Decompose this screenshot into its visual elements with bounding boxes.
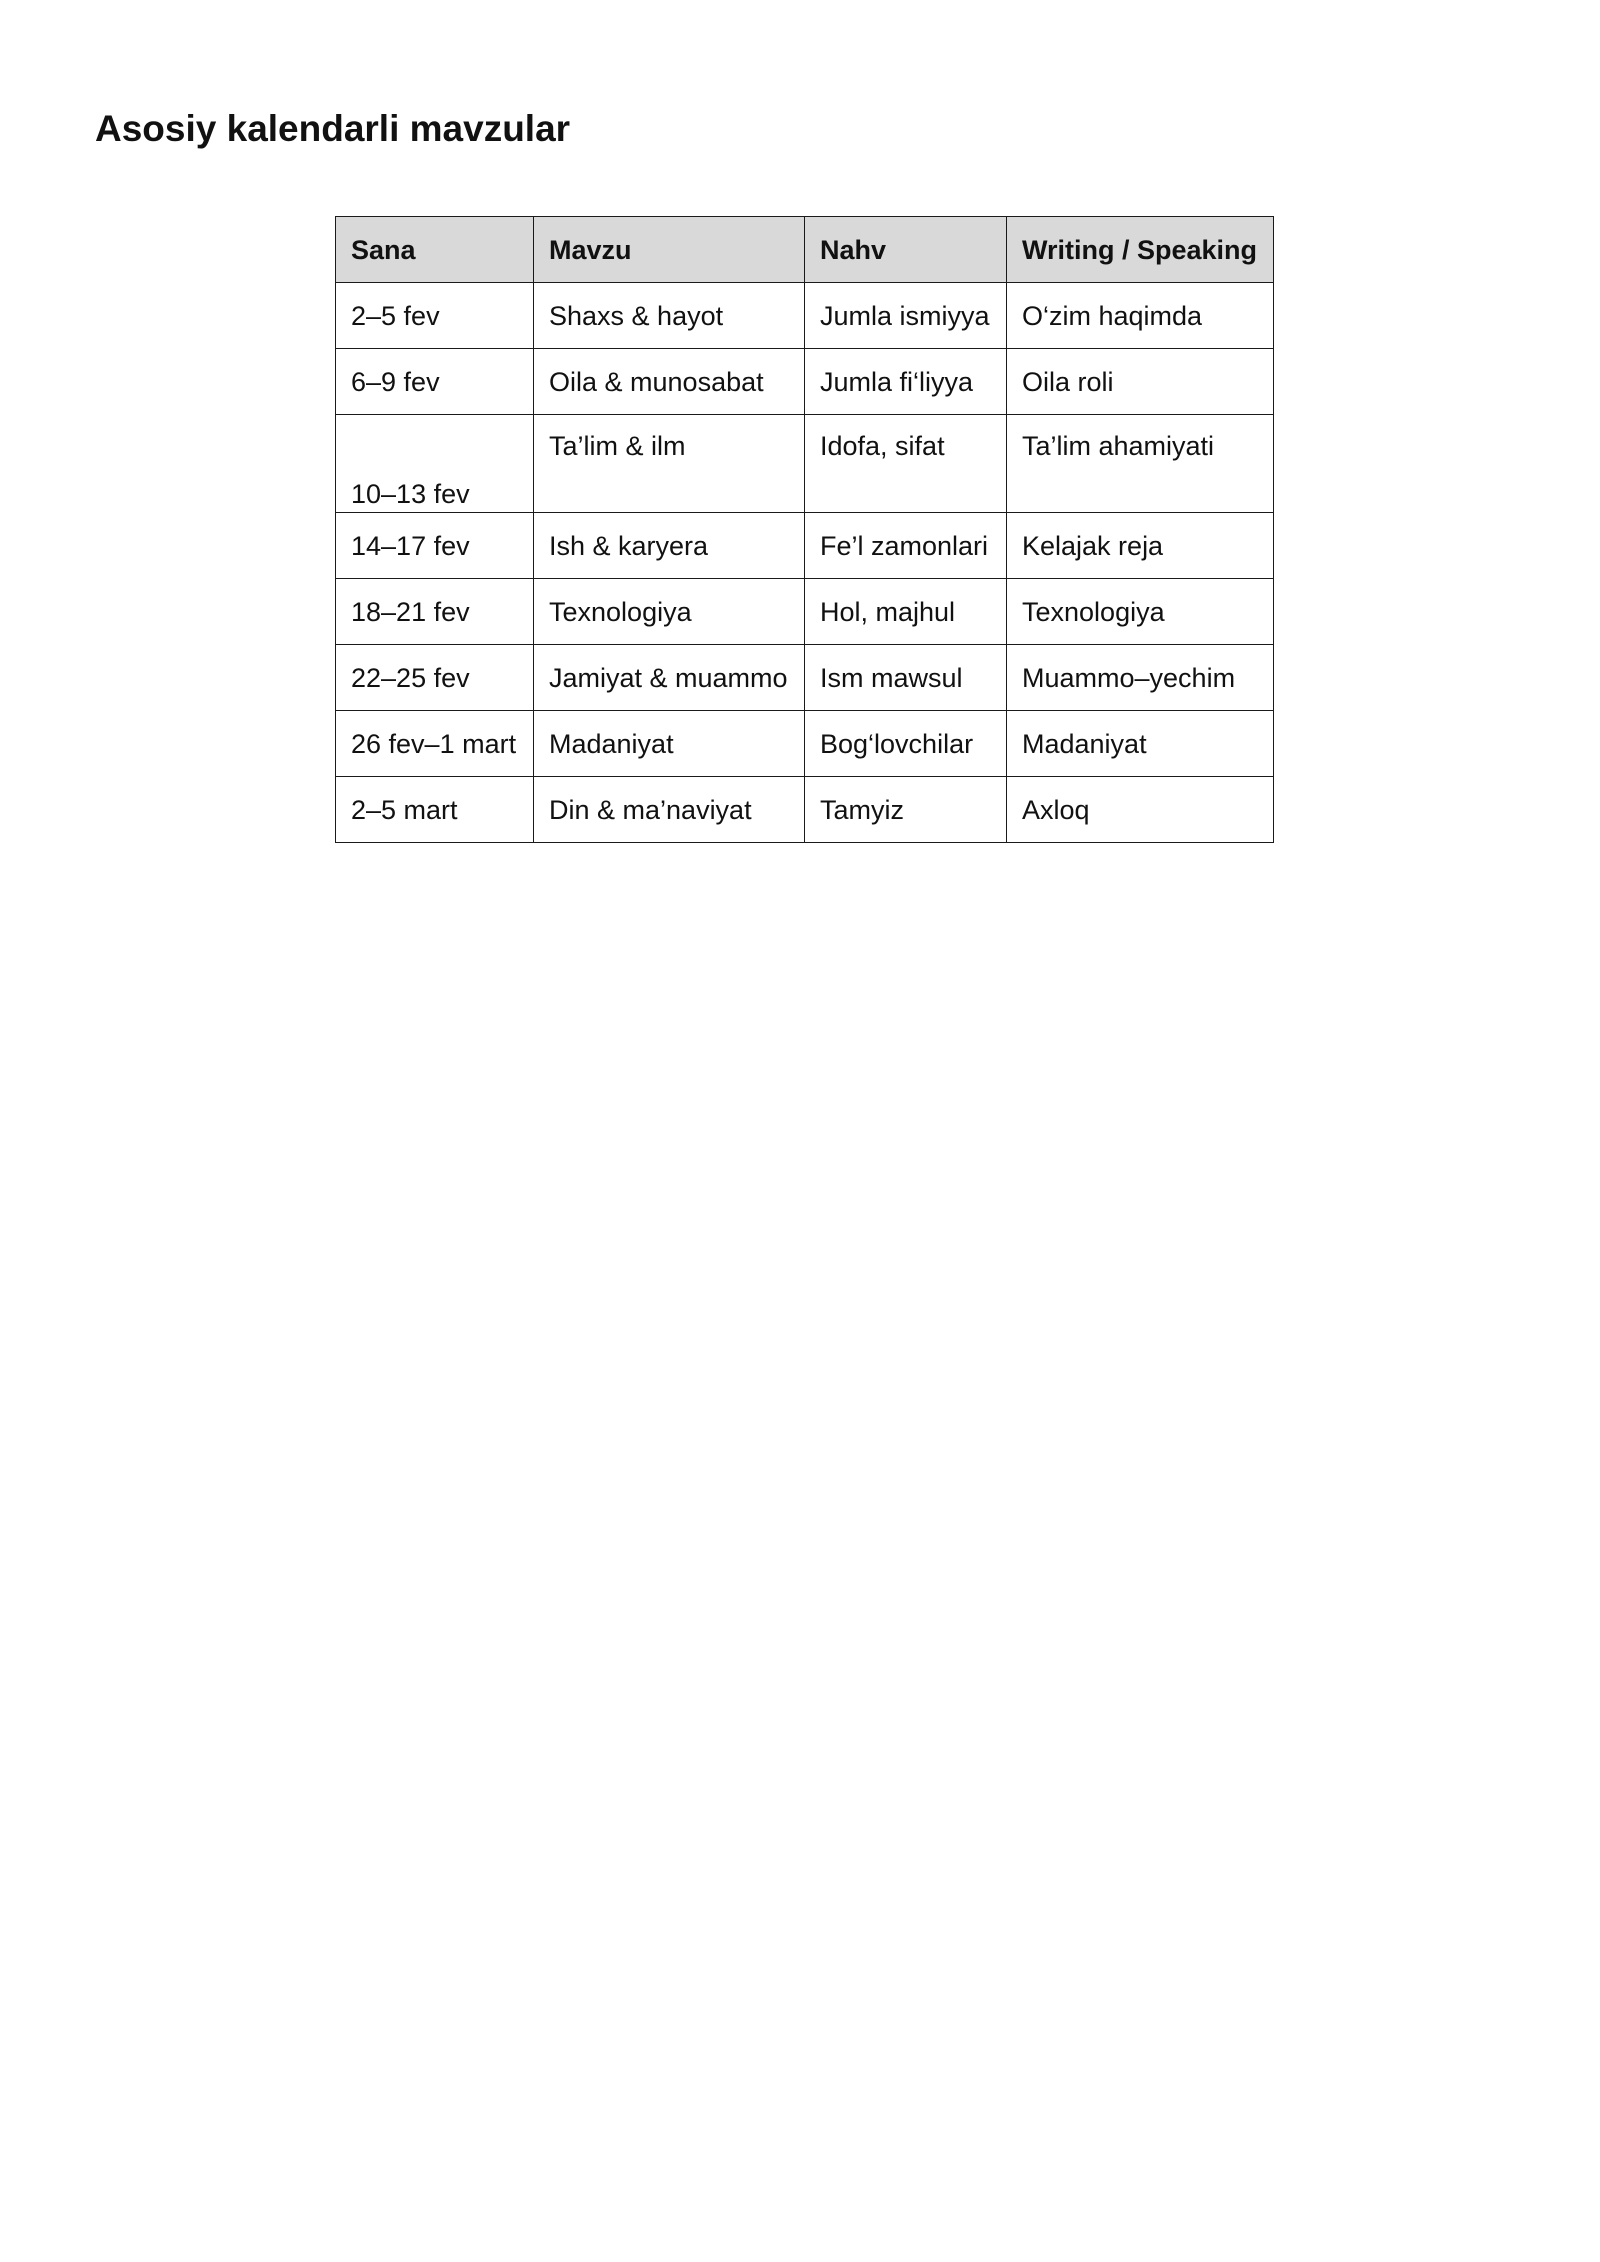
cell-writing-speaking: Texnologiya: [1007, 579, 1274, 645]
table-row: [336, 349, 1274, 415]
cell-sana: 22–25 fev: [336, 645, 534, 711]
cell-mavzu: Din & ma’naviyat: [534, 777, 805, 843]
cell-sana: 6–9 fev: [336, 349, 534, 415]
cell-mavzu: Oila & munosabat: [534, 349, 805, 415]
table-row: [336, 415, 1274, 513]
calendar-topics-table: [335, 216, 1274, 843]
cell-mavzu: Shaxs & hayot: [534, 283, 805, 349]
table-header-row: [336, 217, 1274, 283]
cell-sana: 2–5 fev: [336, 283, 534, 349]
cell-sana: 2–5 mart: [336, 777, 534, 843]
header-nahv: Nahv: [805, 217, 1007, 283]
cell-writing-speaking: Madaniyat: [1007, 711, 1274, 777]
table-row: [336, 513, 1274, 579]
cell-writing-speaking: Ta’lim ahamiyati: [1007, 415, 1274, 513]
cell-mavzu: Madaniyat: [534, 711, 805, 777]
cell-nahv: Idofa, sifat: [805, 415, 1007, 513]
cell-nahv: Ism mawsul: [805, 645, 1007, 711]
cell-writing-speaking: Muammo–yechim: [1007, 645, 1274, 711]
cell-nahv: Bog‘lovchilar: [805, 711, 1007, 777]
cell-sana: 26 fev–1 mart: [336, 711, 534, 777]
cell-mavzu: Jamiyat & muammo: [534, 645, 805, 711]
header-writing-speaking: Writing / Speaking: [1007, 217, 1274, 283]
cell-sana: 14–17 fev: [336, 513, 534, 579]
header-sana: Sana: [336, 217, 534, 283]
cell-nahv: Fe’l zamonlari: [805, 513, 1007, 579]
table-row: [336, 711, 1274, 777]
cell-mavzu: Texnologiya: [534, 579, 805, 645]
cell-nahv: Hol, majhul: [805, 579, 1007, 645]
cell-mavzu: Ta’lim & ilm: [534, 415, 805, 513]
cell-nahv: Jumla ismiyya: [805, 283, 1007, 349]
cell-mavzu: Ish & karyera: [534, 513, 805, 579]
page-title: Asosiy kalendarli mavzular: [95, 108, 571, 149]
header-mavzu: Mavzu: [534, 217, 805, 283]
cell-writing-speaking: Axloq: [1007, 777, 1274, 843]
cell-nahv: Tamyiz: [805, 777, 1007, 843]
cell-sana: 18–21 fev: [336, 579, 534, 645]
table-row: [336, 579, 1274, 645]
cell-writing-speaking: Kelajak reja: [1007, 513, 1274, 579]
table-row: [336, 645, 1274, 711]
cell-writing-speaking: O‘zim haqimda: [1007, 283, 1274, 349]
cell-writing-speaking: Oila roli: [1007, 349, 1274, 415]
table-row: [336, 283, 1274, 349]
cell-sana: 10–13 fev: [336, 415, 534, 513]
cell-nahv: Jumla fi‘liyya: [805, 349, 1007, 415]
table-row: [336, 777, 1274, 843]
